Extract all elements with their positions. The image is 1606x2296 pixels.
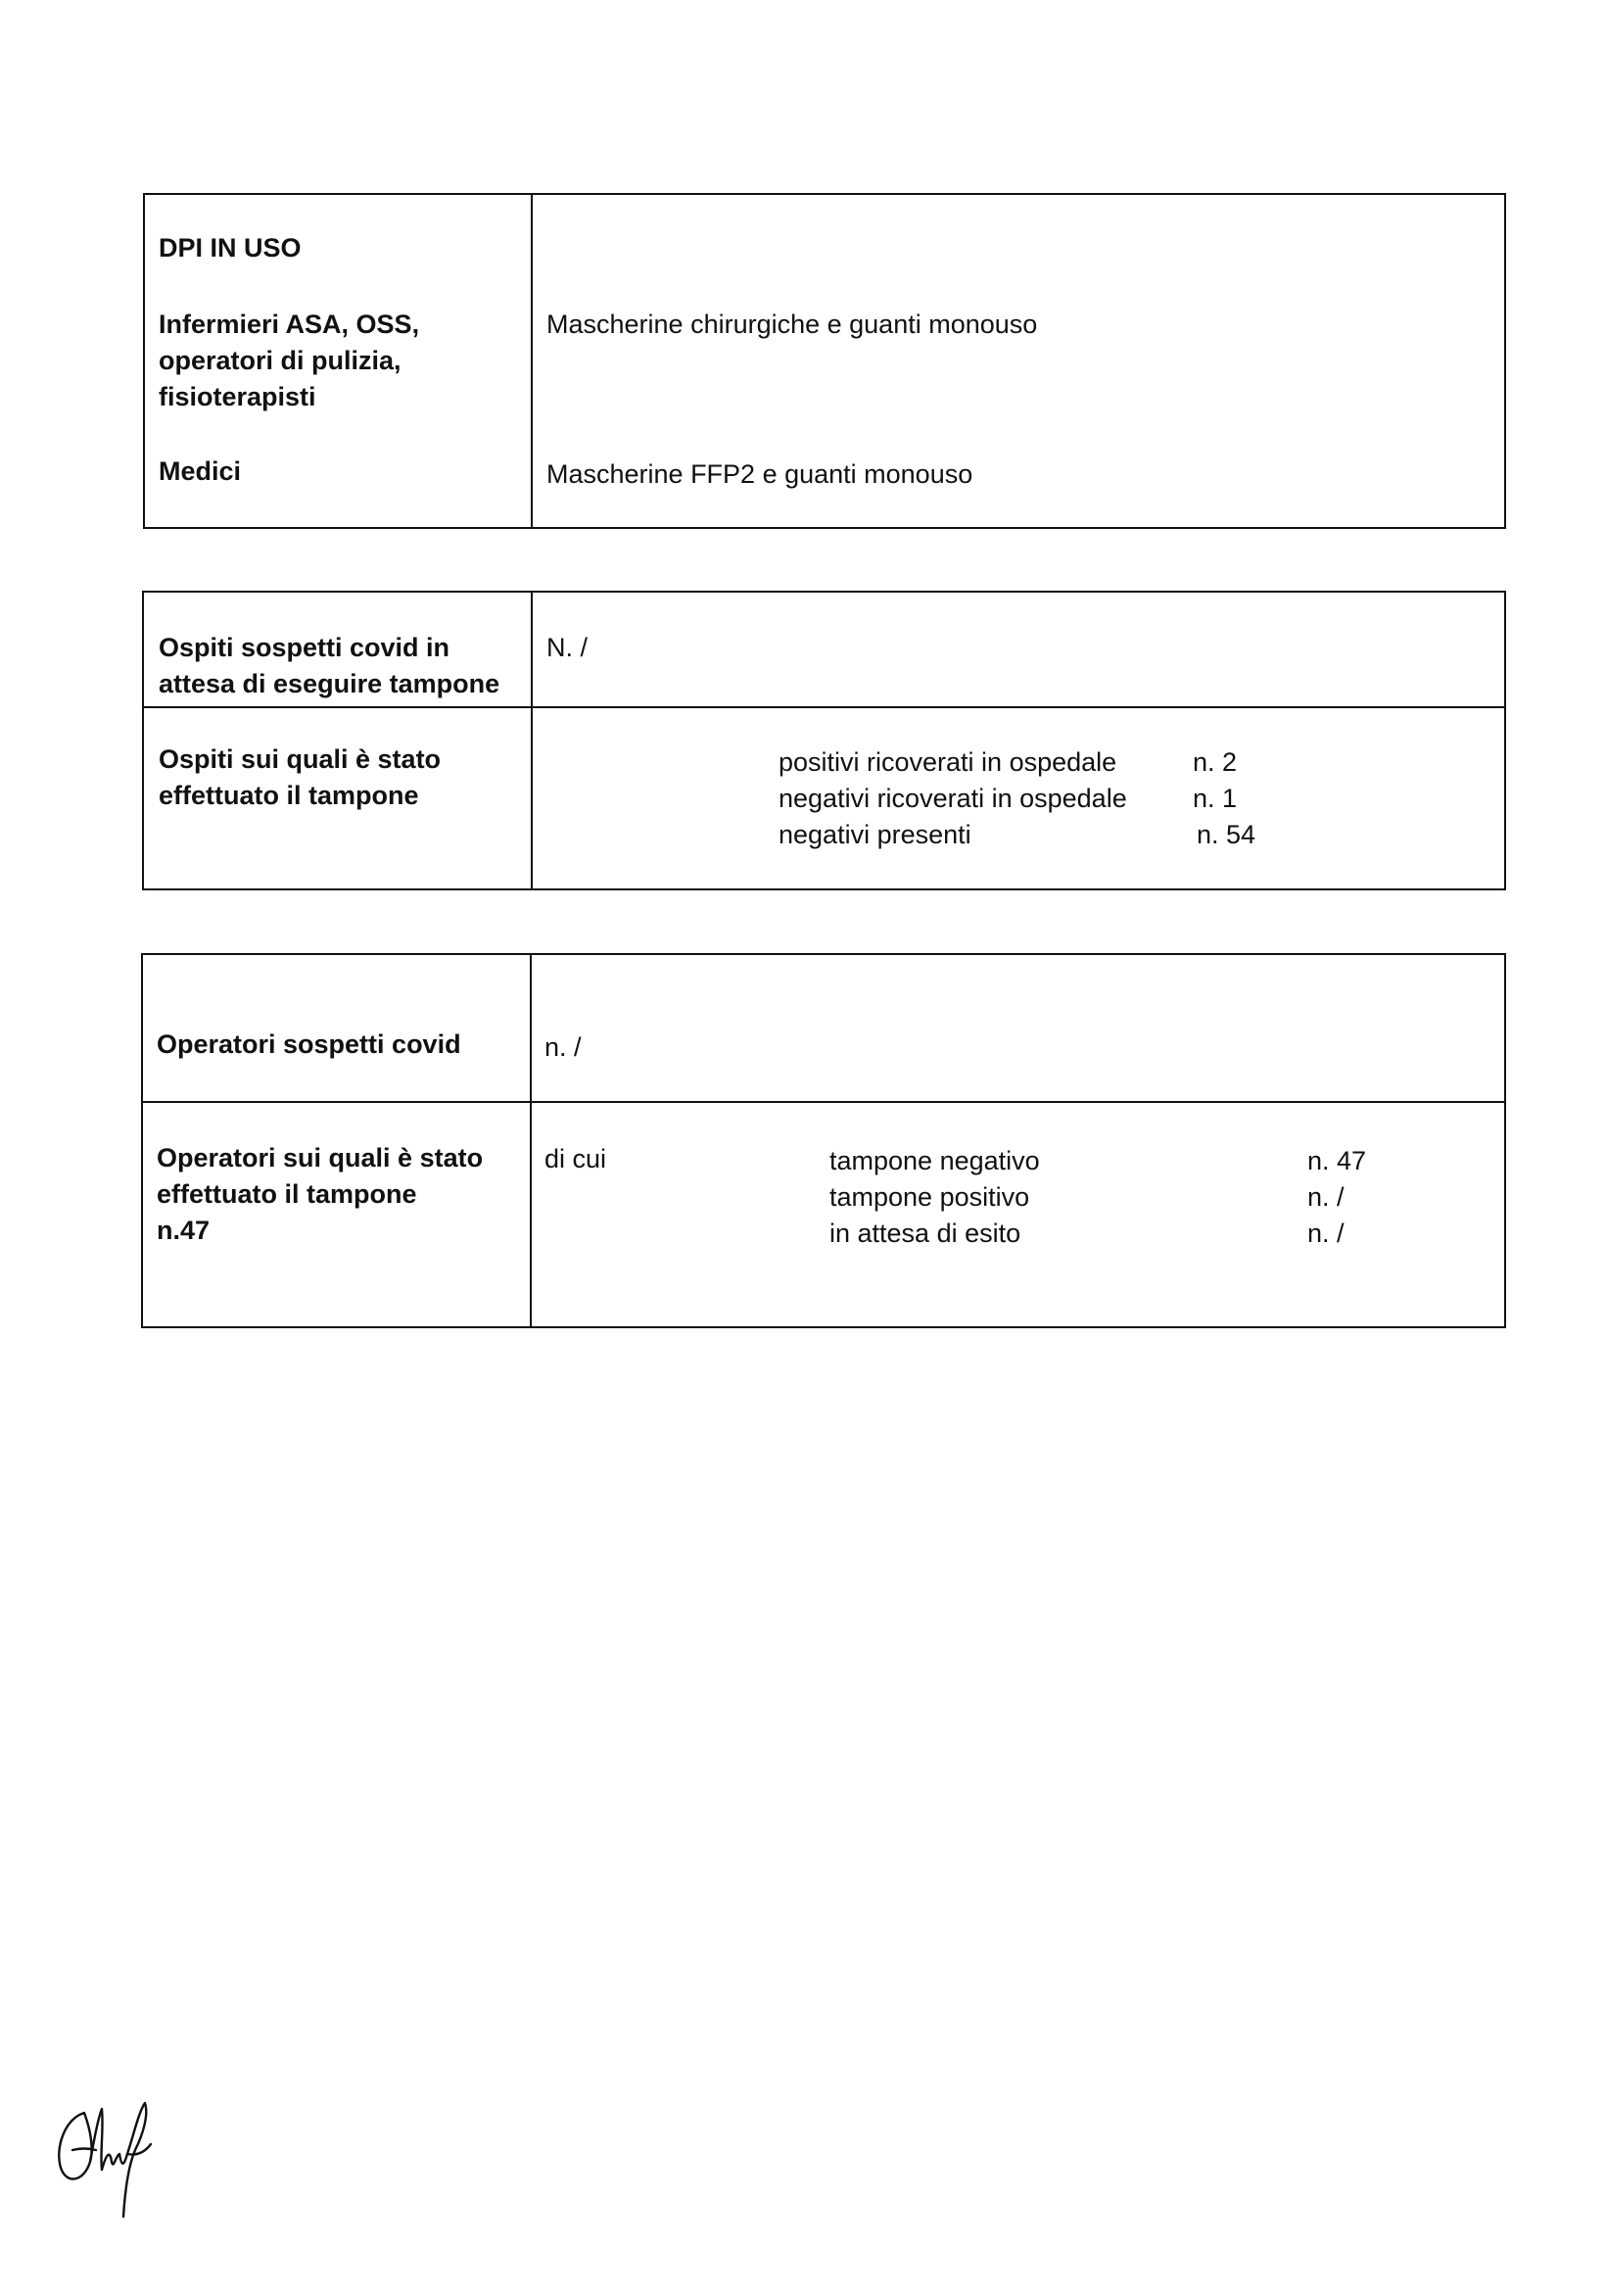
ospiti-sospetti-label-line: attesa di eseguire tampone [159, 669, 500, 698]
operatori-result-count: n. 47 [1307, 1146, 1367, 1175]
operatori-result-desc: tampone negativo [829, 1146, 1040, 1175]
operatori-result-desc: in attesa di esito [829, 1219, 1021, 1248]
operatori-sospetti-label: Operatori sospetti covid [157, 1029, 461, 1059]
dpi-heading: DPI IN USO [159, 233, 302, 263]
operatori-tamponati-label-line: effettuato il tampone [157, 1179, 417, 1209]
ospiti-result-desc: negativi presenti [779, 820, 971, 849]
dpi-row-label-line: Infermieri ASA, OSS, [159, 310, 420, 339]
dpi-table-column-divider [531, 195, 533, 527]
ospiti-sospetti-value: N. / [546, 633, 589, 662]
ospiti-result-desc: positivi ricoverati in ospedale [779, 747, 1117, 777]
dpi-row-label-line: Medici [159, 456, 242, 486]
handwritten-signature-icon [51, 2091, 159, 2224]
operatori-result-desc: tampone positivo [829, 1182, 1030, 1212]
ospiti-result-count: n. 54 [1197, 820, 1256, 849]
dpi-row-value: Mascherine chirurgiche e guanti monouso [546, 310, 1038, 339]
operatori-tamponati-label-line: n.47 [157, 1216, 211, 1245]
dpi-row-value: Mascherine FFP2 e guanti monouso [546, 459, 973, 489]
operatori-tamponati-label-line: Operatori sui quali è stato [157, 1143, 484, 1172]
operatori-di-cui: di cui [544, 1144, 607, 1173]
ospiti-result-desc: negativi ricoverati in ospedale [779, 784, 1127, 813]
operatori-table-column-divider [530, 955, 532, 1326]
operatori-sospetti-value: n. / [544, 1032, 582, 1062]
ospiti-result-count: n. 1 [1193, 784, 1238, 813]
ospiti-sospetti-label-line: Ospiti sospetti covid in [159, 633, 450, 662]
operatori-result-count: n. / [1307, 1219, 1345, 1248]
ospiti-table-column-divider [531, 593, 533, 888]
ospiti-result-count: n. 2 [1193, 747, 1238, 777]
operatori-table-row-divider [143, 1101, 1504, 1103]
ospiti-tamponati-label-line: effettuato il tampone [159, 781, 419, 810]
ospiti-tamponati-label-line: Ospiti sui quali è stato [159, 744, 442, 774]
dpi-row-label-line: operatori di pulizia, [159, 346, 402, 375]
ospiti-table-row-divider [144, 706, 1504, 708]
dpi-row-label-line: fisioterapisti [159, 382, 316, 411]
operatori-result-count: n. / [1307, 1182, 1345, 1212]
